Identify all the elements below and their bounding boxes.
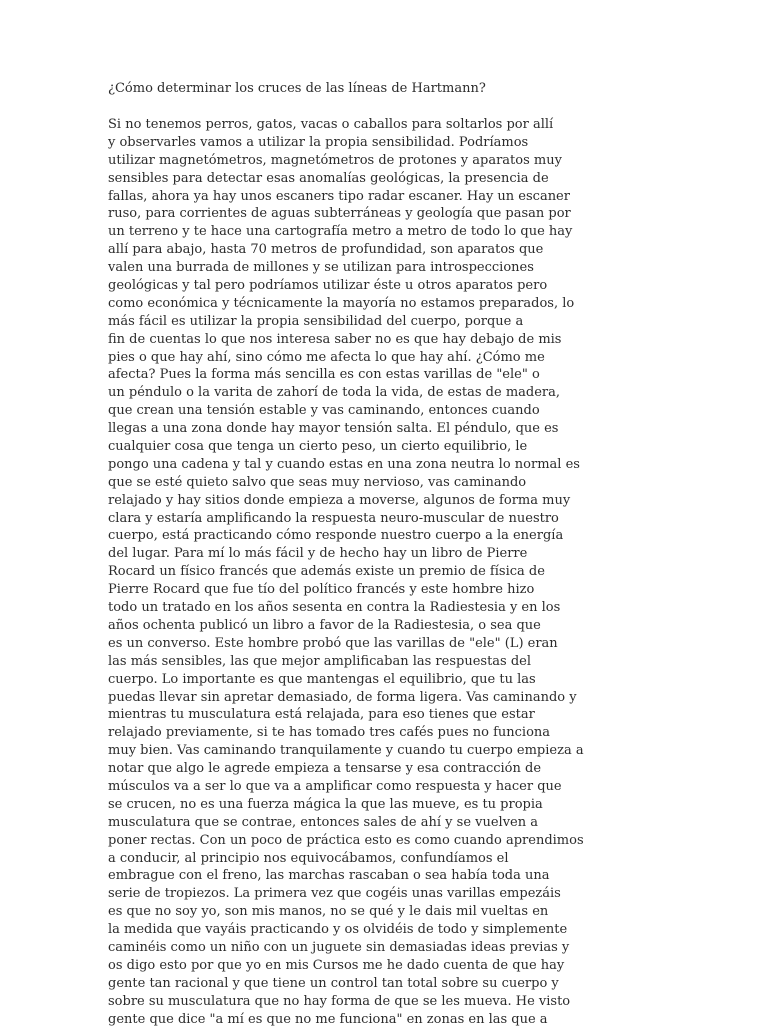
body-text-line: cualquier cosa que tenga un cierto peso, un cierto equilibrio, le (108, 439, 528, 455)
body-text-line: todo un tratado en los años sesenta en contra la Radiestesia y en los (108, 600, 561, 616)
body-text-line: relajado y hay sitios donde empieza a moverse, algunos de forma muy (108, 492, 571, 508)
body-text-line: como económica y técnicamente la mayoría no estamos preparados, lo (108, 295, 575, 311)
body-text-line: Pierre Rocard que fue tío del político francés y este hombre hizo (108, 582, 535, 598)
body-text-line: os digo esto por que yo en mis Cursos me he dado cuenta de que hay (108, 957, 565, 973)
body-text-line: del lugar. Para mí lo más fácil y de hecho hay un libro de Pierre (108, 546, 528, 562)
body-text-line: a conducir, al principio nos equivocábamos, confundíamos el (108, 850, 509, 866)
body-text-line: poner rectas. Con un poco de práctica esto es como cuando aprendimos (108, 832, 584, 848)
body-text-line: que se esté quieto salvo que seas muy nervioso, vas caminando (108, 474, 527, 490)
body-text-line: relajado previamente, si te has tomado tres cafés pues no funciona (108, 725, 551, 741)
body-text-line: sobre su musculatura que no hay forma de que se les mueva. He visto (108, 993, 571, 1009)
body-text-line: utilizar magnetómetros, magnetómetros de protones y aparatos muy (108, 152, 562, 168)
body-text-line: puedas llevar sin apretar demasiado, de forma ligera. Vas caminando y (108, 689, 577, 705)
body-text-line: Si no tenemos perros, gatos, vacas o caballos para soltarlos por allí (108, 117, 554, 132)
body-text-line: que crean una tensión estable y vas caminando, entonces cuando (108, 403, 540, 419)
body-text-line: años ochenta publicó un libro a favor de la Radiestesia, o sea que (108, 617, 541, 633)
document-title: ¿Cómo determinar los cruces de las líneas de Hartmann? (108, 81, 486, 96)
body-text-line: y observarles vamos a utilizar la propia sensibilidad. Podríamos (108, 134, 529, 150)
body-text-line: notar que algo le agrede empieza a tensarse y esa contracción de (108, 761, 542, 777)
body-text-line: ruso, para corrientes de aguas subterráneas y geología que pasan por (108, 206, 571, 222)
body-text-line: cuerpo. Lo importante es que mantengas el equilibrio, que tu las (108, 671, 536, 687)
body-text-line: pies o que hay ahí, sino cómo me afecta lo que hay ahí. ¿Cómo me (108, 349, 545, 365)
body-text-line: pongo una cadena y tal y cuando estas en una zona neutra lo normal es (108, 456, 580, 472)
body-text-line: caminéis como un niño con un juguete sin demasiadas ideas previas y (108, 939, 570, 955)
body-text-line: serie de tropiezos. La primera vez que cogéis unas varillas empezáis (108, 886, 561, 902)
document-body (108, 116, 668, 1028)
body-text-line: valen una burrada de millones y se utilizan para introspecciones (108, 260, 534, 276)
body-text-line: muy bien. Vas caminando tranquilamente y cuando tu cuerpo empieza a (108, 743, 584, 759)
body-text-line: cuerpo, está practicando cómo responde nuestro cuerpo a la energía (108, 528, 564, 544)
body-text-line: fallas, ahora ya hay unos escaners tipo radar escaner. Hay un escaner (108, 188, 570, 204)
body-text-line: gente tan racional y que tiene un control tan total sobre su cuerpo y (108, 975, 559, 991)
body-text-line: es un converso. Este hombre probó que las varillas de "ele" (L) eran (108, 635, 558, 651)
body-text-line: es que no soy yo, son mis manos, no se qué y le dais mil vueltas en (108, 904, 549, 920)
body-text-line: musculatura que se contrae, entonces sales de ahí y se vuelven a (108, 814, 539, 830)
body-text-line: allí para abajo, hasta 70 metros de profundidad, son aparatos que (108, 242, 544, 258)
body-text-line: afecta? Pues la forma más sencilla es con estas varillas de "ele" o (108, 367, 540, 383)
body-text-line: las más sensibles, las que mejor amplificaban las respuestas del (108, 653, 532, 669)
body-text-line: llegas a una zona donde hay mayor tensión salta. El péndulo, que es (108, 421, 559, 437)
body-text-line: músculos va a ser lo que va a amplificar como respuesta y hacer que (108, 778, 562, 794)
body-text-line: mientras tu musculatura está relajada, para eso tienes que estar (108, 707, 535, 723)
body-text-line: un péndulo o la varita de zahorí de toda la vida, de estas de madera, (108, 385, 561, 401)
body-text-line: sensibles para detectar esas anomalías geológicas, la presencia de (108, 170, 549, 186)
body-text-line: un terreno y te hace una cartografía metro a metro de todo lo que hay (108, 224, 573, 240)
body-text-line: gente que dice "a mí es que no me funciona" en zonas en las que a (108, 1011, 548, 1027)
body-text-line: fin de cuentas lo que nos interesa saber no es que hay debajo de mis (108, 331, 562, 347)
body-text-line: se crucen, no es una fuerza mágica la que las mueve, es tu propia (108, 796, 543, 812)
body-text-line: Rocard un físico francés que además existe un premio de física de (108, 564, 545, 580)
body-text-line: más fácil es utilizar la propia sensibilidad del cuerpo, porque a (108, 313, 524, 329)
body-text-line: clara y estaría amplificando la respuesta neuro-muscular de nuestro (108, 510, 559, 526)
body-text-line: geológicas y tal pero podríamos utilizar éste u otros aparatos pero (108, 278, 548, 294)
body-text-line: embrague con el freno, las marchas rascaban o sea había toda una (108, 868, 550, 884)
body-text-line: la medida que vayáis practicando y os olvidéis de todo y simplemente (108, 922, 568, 938)
